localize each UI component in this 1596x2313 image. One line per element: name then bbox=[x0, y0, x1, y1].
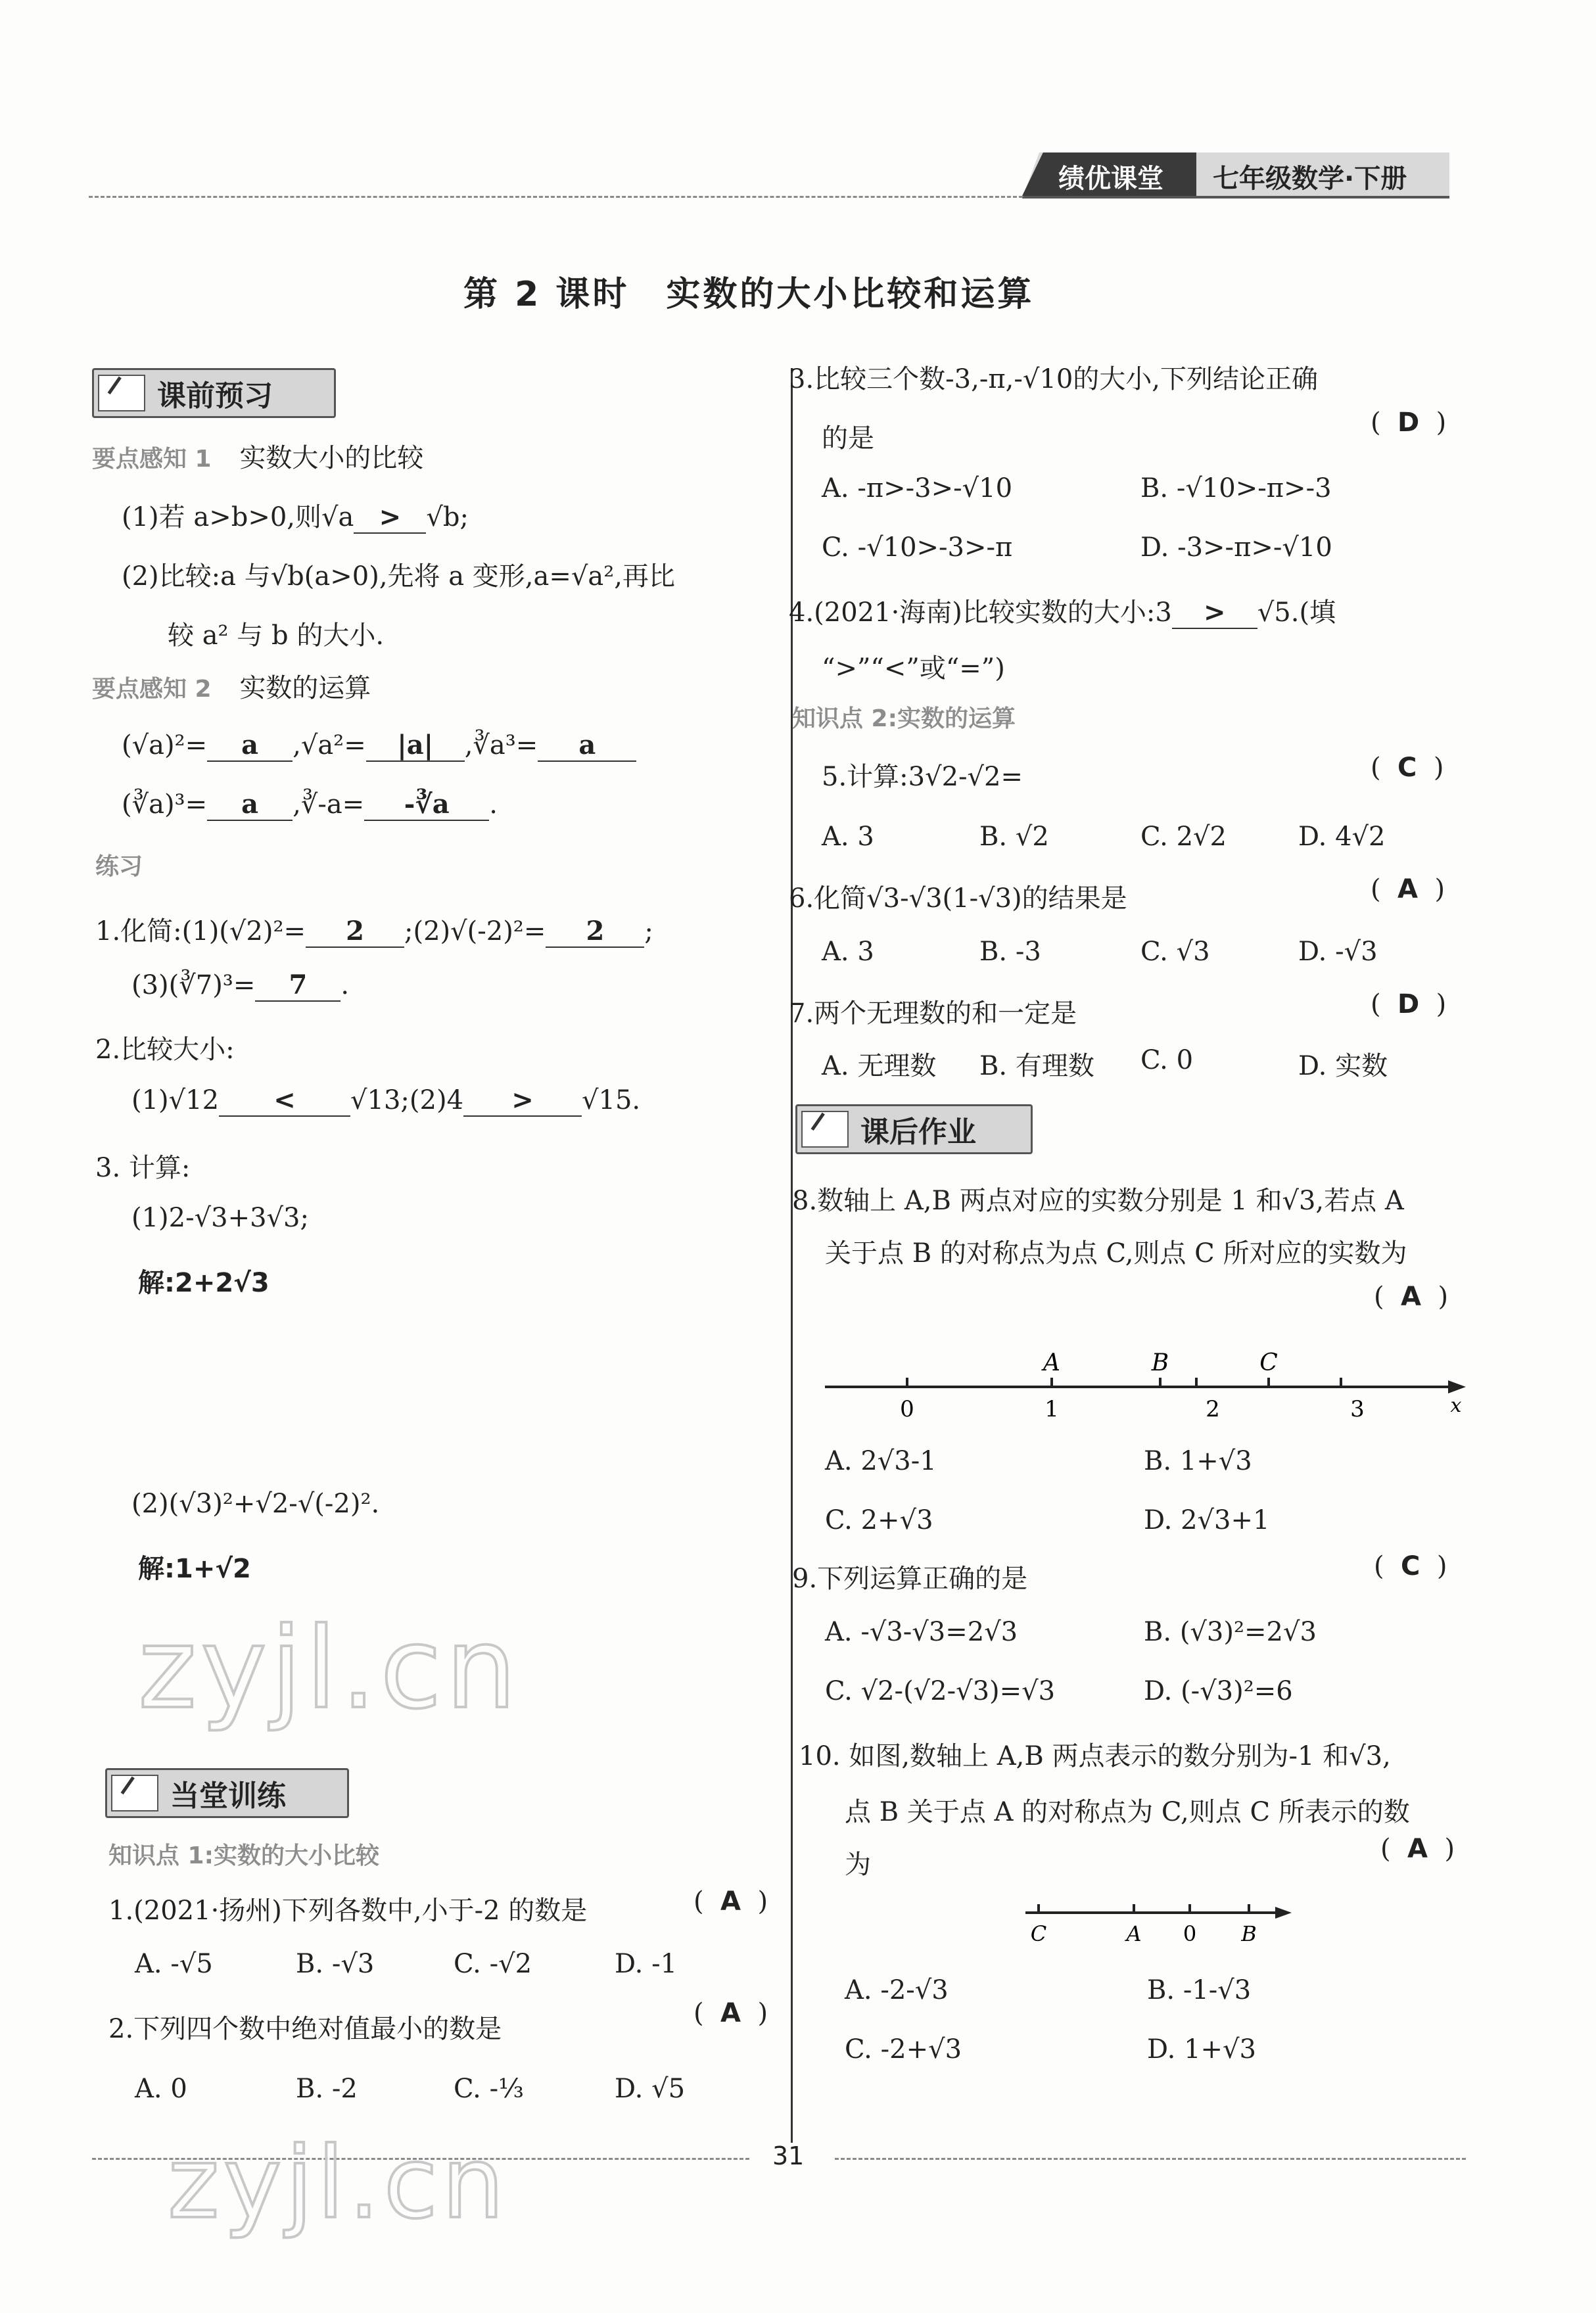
q3-answer: D bbox=[1397, 408, 1420, 438]
q10-answer-bracket: ( A ) bbox=[1380, 1834, 1455, 1864]
q9-option-b: B. (√3)²=2√3 bbox=[1144, 1617, 1317, 1647]
q6-answer-bracket: ( A ) bbox=[1371, 874, 1445, 904]
section-class-training-label: 当堂训练 bbox=[170, 1779, 286, 1813]
header-brand: 绩优课堂 bbox=[1058, 164, 1163, 194]
practice-q2-body bbox=[131, 1085, 640, 1117]
practice-q2: 2.比较大小: bbox=[95, 1035, 235, 1065]
kp1-line1-answer: > bbox=[354, 502, 426, 534]
q4-line1 bbox=[789, 592, 1336, 629]
section-preview bbox=[92, 368, 336, 418]
kp1-line3: 较 a² 与 b 的大小. bbox=[168, 620, 385, 651]
q3-option-a: A. -π>-3>-√10 bbox=[822, 473, 1013, 503]
q5-option-d: D. 4√2 bbox=[1298, 822, 1386, 852]
q3-option-b: B. -√10>-π>-3 bbox=[1140, 473, 1332, 503]
q2-answer-bracket: ( A ) bbox=[693, 1998, 768, 2028]
q9-answer-bracket: ( C ) bbox=[1374, 1551, 1447, 1581]
q10-stem-line3: 为 bbox=[845, 1850, 871, 1880]
practice-q2-answer: < bbox=[219, 1085, 350, 1117]
practice-q2-text: (1)√12 bbox=[131, 1085, 220, 1115]
q7-answer-bracket: ( D ) bbox=[1371, 989, 1447, 1019]
practice-q1-text: ;(2)√(-2)²= bbox=[404, 916, 546, 946]
number-line-2-arrow bbox=[1275, 1907, 1292, 1919]
kp2-line1 bbox=[122, 730, 636, 762]
kp2-text: ,√a²= bbox=[293, 730, 366, 760]
kp1-line1-end: √b; bbox=[426, 502, 469, 532]
number-line-1-tick-2: 2 bbox=[1206, 1396, 1220, 1422]
kp2-text: (∛a)³= bbox=[122, 789, 208, 820]
practice-q3-part1-solution: 解:2+2√3 bbox=[138, 1268, 270, 1298]
q4-text: 4.(2021·海南)比较实数的大小:3 bbox=[789, 597, 1172, 628]
q2-option-c: C. -⅓ bbox=[454, 2074, 524, 2104]
q6-option-c: C. √3 bbox=[1140, 937, 1210, 967]
q10-stem-line2: 点 B 关于点 A 的对称点为 C,则点 C 所表示的数 bbox=[845, 1797, 1410, 1827]
kp2-text: (√a)²= bbox=[122, 730, 208, 760]
number-line-1 bbox=[818, 1334, 1469, 1426]
q2-stem: 2.下列四个数中绝对值最小的数是 bbox=[108, 2014, 502, 2044]
q8-option-d: D. 2√3+1 bbox=[1144, 1505, 1270, 1535]
q5-option-a: A. 3 bbox=[822, 822, 874, 852]
q4-text: √5.(填 bbox=[1257, 597, 1336, 628]
q1-option-d: D. -1 bbox=[615, 1949, 678, 1979]
number-line-2-label-b: B bbox=[1241, 1921, 1257, 1946]
practice-q2-text: √13;(2)4 bbox=[350, 1085, 464, 1115]
q1-stem: 1.(2021·扬州)下列各数中,小于-2 的数是 bbox=[108, 1896, 588, 1926]
number-line-1-label-c: C bbox=[1259, 1349, 1278, 1376]
q7-stem: 7.两个无理数的和一定是 bbox=[789, 998, 1077, 1029]
q6-answer: A bbox=[1397, 874, 1419, 904]
kp2-text: ,∛-a= bbox=[293, 789, 365, 820]
kp2-text: ,∛a³= bbox=[464, 730, 538, 760]
q5-answer-bracket: ( C ) bbox=[1371, 753, 1444, 783]
practice-label: 练习 bbox=[95, 853, 143, 880]
q8-option-a: A. 2√3-1 bbox=[825, 1446, 937, 1476]
practice-q2-answer: > bbox=[463, 1085, 582, 1117]
q3-stem-line2: 的是 bbox=[822, 423, 874, 454]
number-line-2-label-0: 0 bbox=[1183, 1921, 1197, 1946]
q9-option-c: C. √2-(√2-√3)=√3 bbox=[825, 1676, 1056, 1706]
q8-stem-line1: 8.数轴上 A,B 两点对应的实数分别是 1 和√3,若点 A bbox=[792, 1186, 1404, 1216]
q10-option-c: C. -2+√3 bbox=[845, 2034, 962, 2065]
q8-option-c: C. 2+√3 bbox=[825, 1505, 933, 1535]
number-line-2-label-c: C bbox=[1030, 1921, 1047, 1946]
q9-option-a: A. -√3-√3=2√3 bbox=[825, 1617, 1018, 1647]
kp1-title: 实数大小的比较 bbox=[239, 443, 424, 473]
q8-answer-bracket: ( A ) bbox=[1374, 1282, 1449, 1312]
q1-option-a: A. -√5 bbox=[135, 1949, 213, 1979]
q5-answer: C bbox=[1397, 753, 1417, 783]
class-training-kp1: 知识点 1:实数的大小比较 bbox=[108, 1842, 379, 1869]
kp2-answer: a bbox=[207, 730, 293, 762]
q8-stem-line2: 关于点 B 的对称点为点 C,则点 C 所对应的实数为 bbox=[825, 1238, 1407, 1269]
number-line-1-tick-0: 0 bbox=[900, 1396, 914, 1422]
q7-answer: D bbox=[1397, 989, 1420, 1019]
practice-q3-part2: (2)(√3)²+√2-√(-2)². bbox=[131, 1489, 380, 1519]
number-line-1-arrow bbox=[1448, 1380, 1466, 1393]
q7-option-a: A. 无理数 bbox=[822, 1051, 937, 1081]
q10-option-a: A. -2-√3 bbox=[845, 1975, 949, 2005]
q1-answer: A bbox=[720, 1886, 741, 1917]
q4-answer: > bbox=[1172, 597, 1257, 629]
practice-q1-answer: 2 bbox=[306, 916, 404, 948]
footer-dashed-rule-right bbox=[835, 2158, 1466, 2160]
practice-q1-text: 1.化简:(1)(√2)²= bbox=[95, 916, 306, 946]
q5-stem: 5.计算:3√2-√2= bbox=[822, 762, 1023, 792]
q6-stem: 6.化简√3-√3(1-√3)的结果是 bbox=[789, 883, 1127, 914]
q9-option-d: D. (-√3)²=6 bbox=[1144, 1676, 1293, 1706]
kp2-answer: a bbox=[207, 789, 293, 821]
q7-option-c: C. 0 bbox=[1140, 1045, 1194, 1075]
kp1-label: 要点感知 1 bbox=[92, 446, 212, 473]
number-line-2 bbox=[1022, 1890, 1298, 1949]
q6-option-b: B. -3 bbox=[979, 937, 1041, 967]
practice-q3-part1: (1)2-√3+3√3; bbox=[131, 1203, 309, 1233]
q5-option-c: C. 2√2 bbox=[1140, 822, 1227, 852]
kp2-heading: 知识点 2:实数的运算 bbox=[792, 705, 1016, 732]
section-class-training bbox=[105, 1768, 349, 1818]
q1-option-c: C. -√2 bbox=[454, 1949, 532, 1979]
kp1-line1 bbox=[122, 496, 469, 534]
header-dashed-rule bbox=[89, 196, 1029, 198]
q7-option-d: D. 实数 bbox=[1298, 1051, 1388, 1081]
kp2-answer: a bbox=[538, 730, 636, 762]
section-homework bbox=[795, 1104, 1033, 1154]
pencil-icon bbox=[111, 1775, 158, 1811]
practice-q2-text: √15. bbox=[582, 1085, 641, 1115]
practice-q1-answer: 7 bbox=[255, 970, 340, 1002]
number-line-1-label-a: A bbox=[1043, 1349, 1060, 1376]
q3-option-d: D. -3>-π>-√10 bbox=[1140, 532, 1332, 563]
q3-option-c: C. -√10>-3>-π bbox=[822, 532, 1013, 563]
kp2-label: 要点感知 2 bbox=[92, 676, 212, 703]
practice-q1-part3: (3)(∛7)³= 7 . bbox=[131, 970, 350, 1000]
column-divider bbox=[791, 368, 793, 2143]
kp2-answer: -∛a bbox=[364, 789, 489, 821]
kp2-title: 实数的运算 bbox=[239, 673, 371, 703]
number-line-1-tick-3: 3 bbox=[1350, 1396, 1365, 1422]
number-line-1-tick-1: 1 bbox=[1044, 1396, 1059, 1422]
q2-option-a: A. 0 bbox=[135, 2074, 187, 2104]
q6-option-a: A. 3 bbox=[822, 937, 874, 967]
q1-option-b: B. -√3 bbox=[296, 1949, 375, 1979]
practice-q3: 3. 计算: bbox=[95, 1153, 191, 1183]
kp2-answer: |a| bbox=[366, 730, 465, 762]
kp2-line2: (∛a)³= a ,∛-a= -∛a . bbox=[122, 789, 498, 820]
section-preview-label: 课前预习 bbox=[157, 379, 273, 413]
practice-q1-text: (3)(∛7)³= bbox=[131, 970, 256, 1000]
q2-option-b: B. -2 bbox=[296, 2074, 358, 2104]
q10-option-d: D. 1+√3 bbox=[1147, 2034, 1256, 2065]
q6-option-d: D. -√3 bbox=[1298, 937, 1378, 967]
q3-stem-line1: 3.比较三个数-3,-π,-√10的大小,下列结论正确 bbox=[789, 364, 1318, 394]
q8-option-b: B. 1+√3 bbox=[1144, 1446, 1252, 1476]
page-title: 第 2 课时 实数的大小比较和运算 bbox=[463, 275, 1035, 314]
q7-option-b: B. 有理数 bbox=[979, 1051, 1094, 1081]
q4-line2: “>”“<”或“=”) bbox=[822, 653, 1005, 684]
watermark: zyjl.cn bbox=[138, 1604, 521, 1734]
kp1 bbox=[92, 437, 423, 475]
q5-option-b: B. √2 bbox=[979, 822, 1049, 852]
pencil-icon bbox=[801, 1111, 849, 1148]
section-homework-label: 课后作业 bbox=[860, 1115, 976, 1149]
q1-answer-bracket: ( A ) bbox=[693, 1886, 768, 1917]
page-number: 31 bbox=[772, 2141, 805, 2170]
q2-option-d: D. √5 bbox=[615, 2074, 686, 2104]
q8-answer: A bbox=[1401, 1282, 1422, 1312]
number-line-1-label-b: B bbox=[1151, 1349, 1169, 1376]
q2-answer: A bbox=[720, 1998, 741, 2028]
q3-answer-bracket: ( D ) bbox=[1371, 408, 1447, 438]
header-book-title: 七年级数学·下册 bbox=[1213, 164, 1407, 194]
q10-answer: A bbox=[1407, 1834, 1428, 1864]
kp2 bbox=[92, 667, 371, 705]
number-line-1-var: x bbox=[1450, 1394, 1462, 1417]
q9-answer: C bbox=[1401, 1551, 1420, 1581]
q9-stem: 9.下列运算正确的是 bbox=[792, 1564, 1028, 1594]
practice-q3-part2-solution: 解:1+√2 bbox=[138, 1554, 251, 1584]
number-line-2-label-a: A bbox=[1126, 1921, 1142, 1946]
pencil-icon bbox=[98, 375, 145, 411]
watermark-bottom: zyjl.cn bbox=[168, 2126, 509, 2241]
kp1-line2: (2)比较:a 与√b(a>0),先将 a 变形,a=√a²,再比 bbox=[122, 561, 675, 592]
practice-q1-answer: 2 bbox=[546, 916, 644, 948]
q10-stem-line1: 10. 如图,数轴上 A,B 两点表示的数分别为-1 和√3, bbox=[799, 1741, 1391, 1771]
q10-option-b: B. -1-√3 bbox=[1147, 1975, 1252, 2005]
kp1-line1-text: (1)若 a>b>0,则√a bbox=[122, 502, 354, 532]
practice-q1: 1.化简:(1)(√2)²= 2 ;(2)√(-2)²= 2 ; bbox=[95, 916, 653, 946]
